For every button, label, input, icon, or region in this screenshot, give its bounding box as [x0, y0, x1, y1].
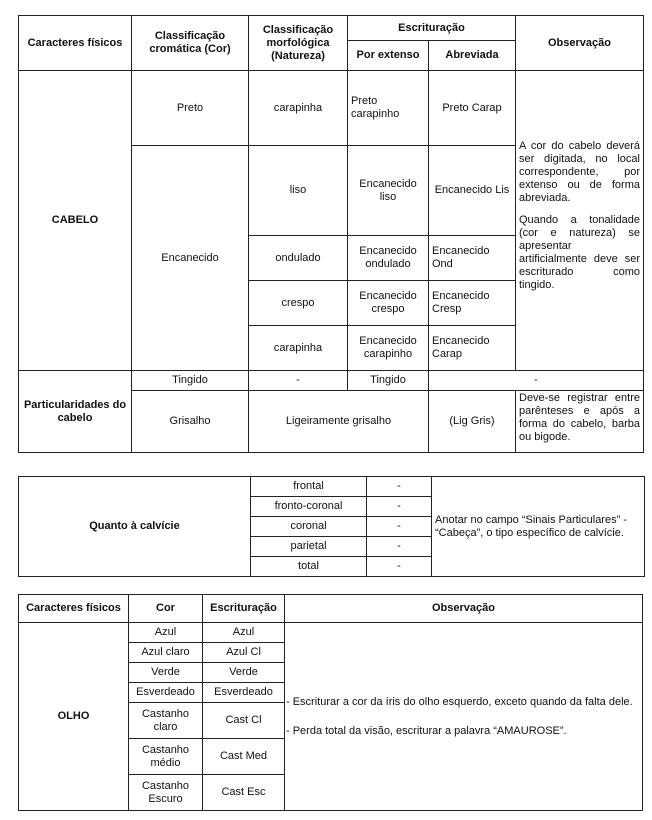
- header-observacao: Observação: [285, 595, 643, 623]
- olho-cor: Azul: [129, 623, 203, 643]
- extenso-cell: Preto carapinho: [348, 71, 429, 146]
- observacao-cabelo: [516, 71, 644, 371]
- header-abreviada: Abreviada: [429, 41, 516, 71]
- olho-label: OLHO: [19, 623, 129, 811]
- tingido-natureza: -: [249, 371, 348, 391]
- abreviada-cell: Encanecido Ond: [429, 236, 516, 281]
- olho-cor: Verde: [129, 663, 203, 683]
- abreviada-cell: Preto Carap: [429, 71, 516, 146]
- cor-cell: Preto: [132, 71, 249, 146]
- calvicie-valor: -: [367, 517, 432, 537]
- grisalho-abreviada: (Lig Gris): [429, 391, 516, 453]
- tingido-extenso: Tingido: [348, 371, 429, 391]
- natureza-cell: carapinha: [249, 71, 348, 146]
- olho-observacao: [285, 623, 643, 811]
- olho-escrituracao: Verde: [203, 663, 285, 683]
- cor-cell: Encanecido: [132, 146, 249, 371]
- header-por-extenso: Por extenso: [348, 41, 429, 71]
- grisalho-cor: Grisalho: [132, 391, 249, 453]
- header-classificacao-morfologica: Classificação morfológica (Natureza): [249, 16, 348, 71]
- natureza-cell: liso: [249, 146, 348, 236]
- particularidades-label: Particularidades do cabelo: [19, 371, 132, 453]
- grisalho-extenso: Ligeiramente grisalho: [249, 391, 429, 453]
- olho-escrituracao: Esverdeado: [203, 683, 285, 703]
- olho-escrituracao: Cast Med: [203, 739, 285, 775]
- header-classificacao-cromatica: Classificação cromática (Cor): [132, 16, 249, 71]
- olho-cor: Castanho claro: [129, 703, 203, 739]
- observacao-cabelo-text-2: Quando a tonalidade (cor e natureza) se apresentar artificialmente deve ser escriturado como tingido.: [519, 214, 640, 291]
- observacao-cabelo-text-1: A cor do cabelo deverá ser digitada, no local correspondente, por extenso ou de forma abreviada.: [519, 140, 640, 204]
- calvicie-valor: -: [367, 537, 432, 557]
- natureza-cell: carapinha: [249, 326, 348, 371]
- calvicie-valor: -: [367, 557, 432, 577]
- olho-cor: Azul claro: [129, 643, 203, 663]
- header-observacao: Observação: [516, 16, 644, 71]
- calvicie-label: Quanto à calvície: [19, 477, 251, 577]
- natureza-cell: ondulado: [249, 236, 348, 281]
- olho-escrituracao: Azul Cl: [203, 643, 285, 663]
- header-caracteres-fisicos: Caracteres físicos: [19, 595, 129, 623]
- table-row: [19, 623, 643, 643]
- olho-observacao-text-2: - Perda total da visão, escriturar a palavra “AMAUROSE”.: [286, 724, 567, 737]
- grisalho-observacao: Deve-se registrar entre parênteses e após a forma do cabelo, barba ou bigode.: [516, 391, 644, 453]
- header-escrituracao: Escrituração: [203, 595, 285, 623]
- hair-table: [18, 15, 644, 453]
- tingido-abreviada-observacao: -: [429, 371, 644, 391]
- abreviada-cell: Encanecido Lis: [429, 146, 516, 236]
- natureza-cell: crespo: [249, 281, 348, 326]
- calvicie-tipo: coronal: [251, 517, 367, 537]
- olho-escrituracao: Cast Cl: [203, 703, 285, 739]
- eye-table: [18, 594, 643, 811]
- olho-observacao-text-1: - Escriturar a cor da íris do olho esquerdo, exceto quando da falta dele.: [286, 695, 633, 708]
- abreviada-cell: Encanecido Carap: [429, 326, 516, 371]
- calvicie-valor: -: [367, 477, 432, 497]
- olho-escrituracao: Azul: [203, 623, 285, 643]
- olho-escrituracao: Cast Esc: [203, 775, 285, 811]
- cabelo-label: CABELO: [19, 71, 132, 371]
- header-cor: Cor: [129, 595, 203, 623]
- extenso-cell: Encanecido ondulado: [348, 236, 429, 281]
- calvicie-tipo: total: [251, 557, 367, 577]
- calvicie-tipo: fronto-coronal: [251, 497, 367, 517]
- calvicie-tipo: parietal: [251, 537, 367, 557]
- table-row: [19, 71, 644, 146]
- extenso-cell: Encanecido crespo: [348, 281, 429, 326]
- calvicie-observacao: Anotar no campo “Sinais Particulares” - “Cabeça”, o tipo específico de calvície.: [432, 477, 645, 577]
- extenso-cell: Encanecido liso: [348, 146, 429, 236]
- tingido-cor: Tingido: [132, 371, 249, 391]
- table-row: [19, 371, 644, 391]
- abreviada-cell: Encanecido Cresp: [429, 281, 516, 326]
- baldness-table: [18, 476, 645, 577]
- table-row: [19, 477, 645, 497]
- olho-cor: Esverdeado: [129, 683, 203, 703]
- olho-cor: Castanho médio: [129, 739, 203, 775]
- header-escrituracao: Escrituração: [348, 16, 516, 41]
- calvicie-tipo: frontal: [251, 477, 367, 497]
- olho-cor: Castanho Escuro: [129, 775, 203, 811]
- extenso-cell: Encanecido carapinho: [348, 326, 429, 371]
- calvicie-valor: -: [367, 497, 432, 517]
- header-caracteres-fisicos: Caracteres físicos: [19, 16, 132, 71]
